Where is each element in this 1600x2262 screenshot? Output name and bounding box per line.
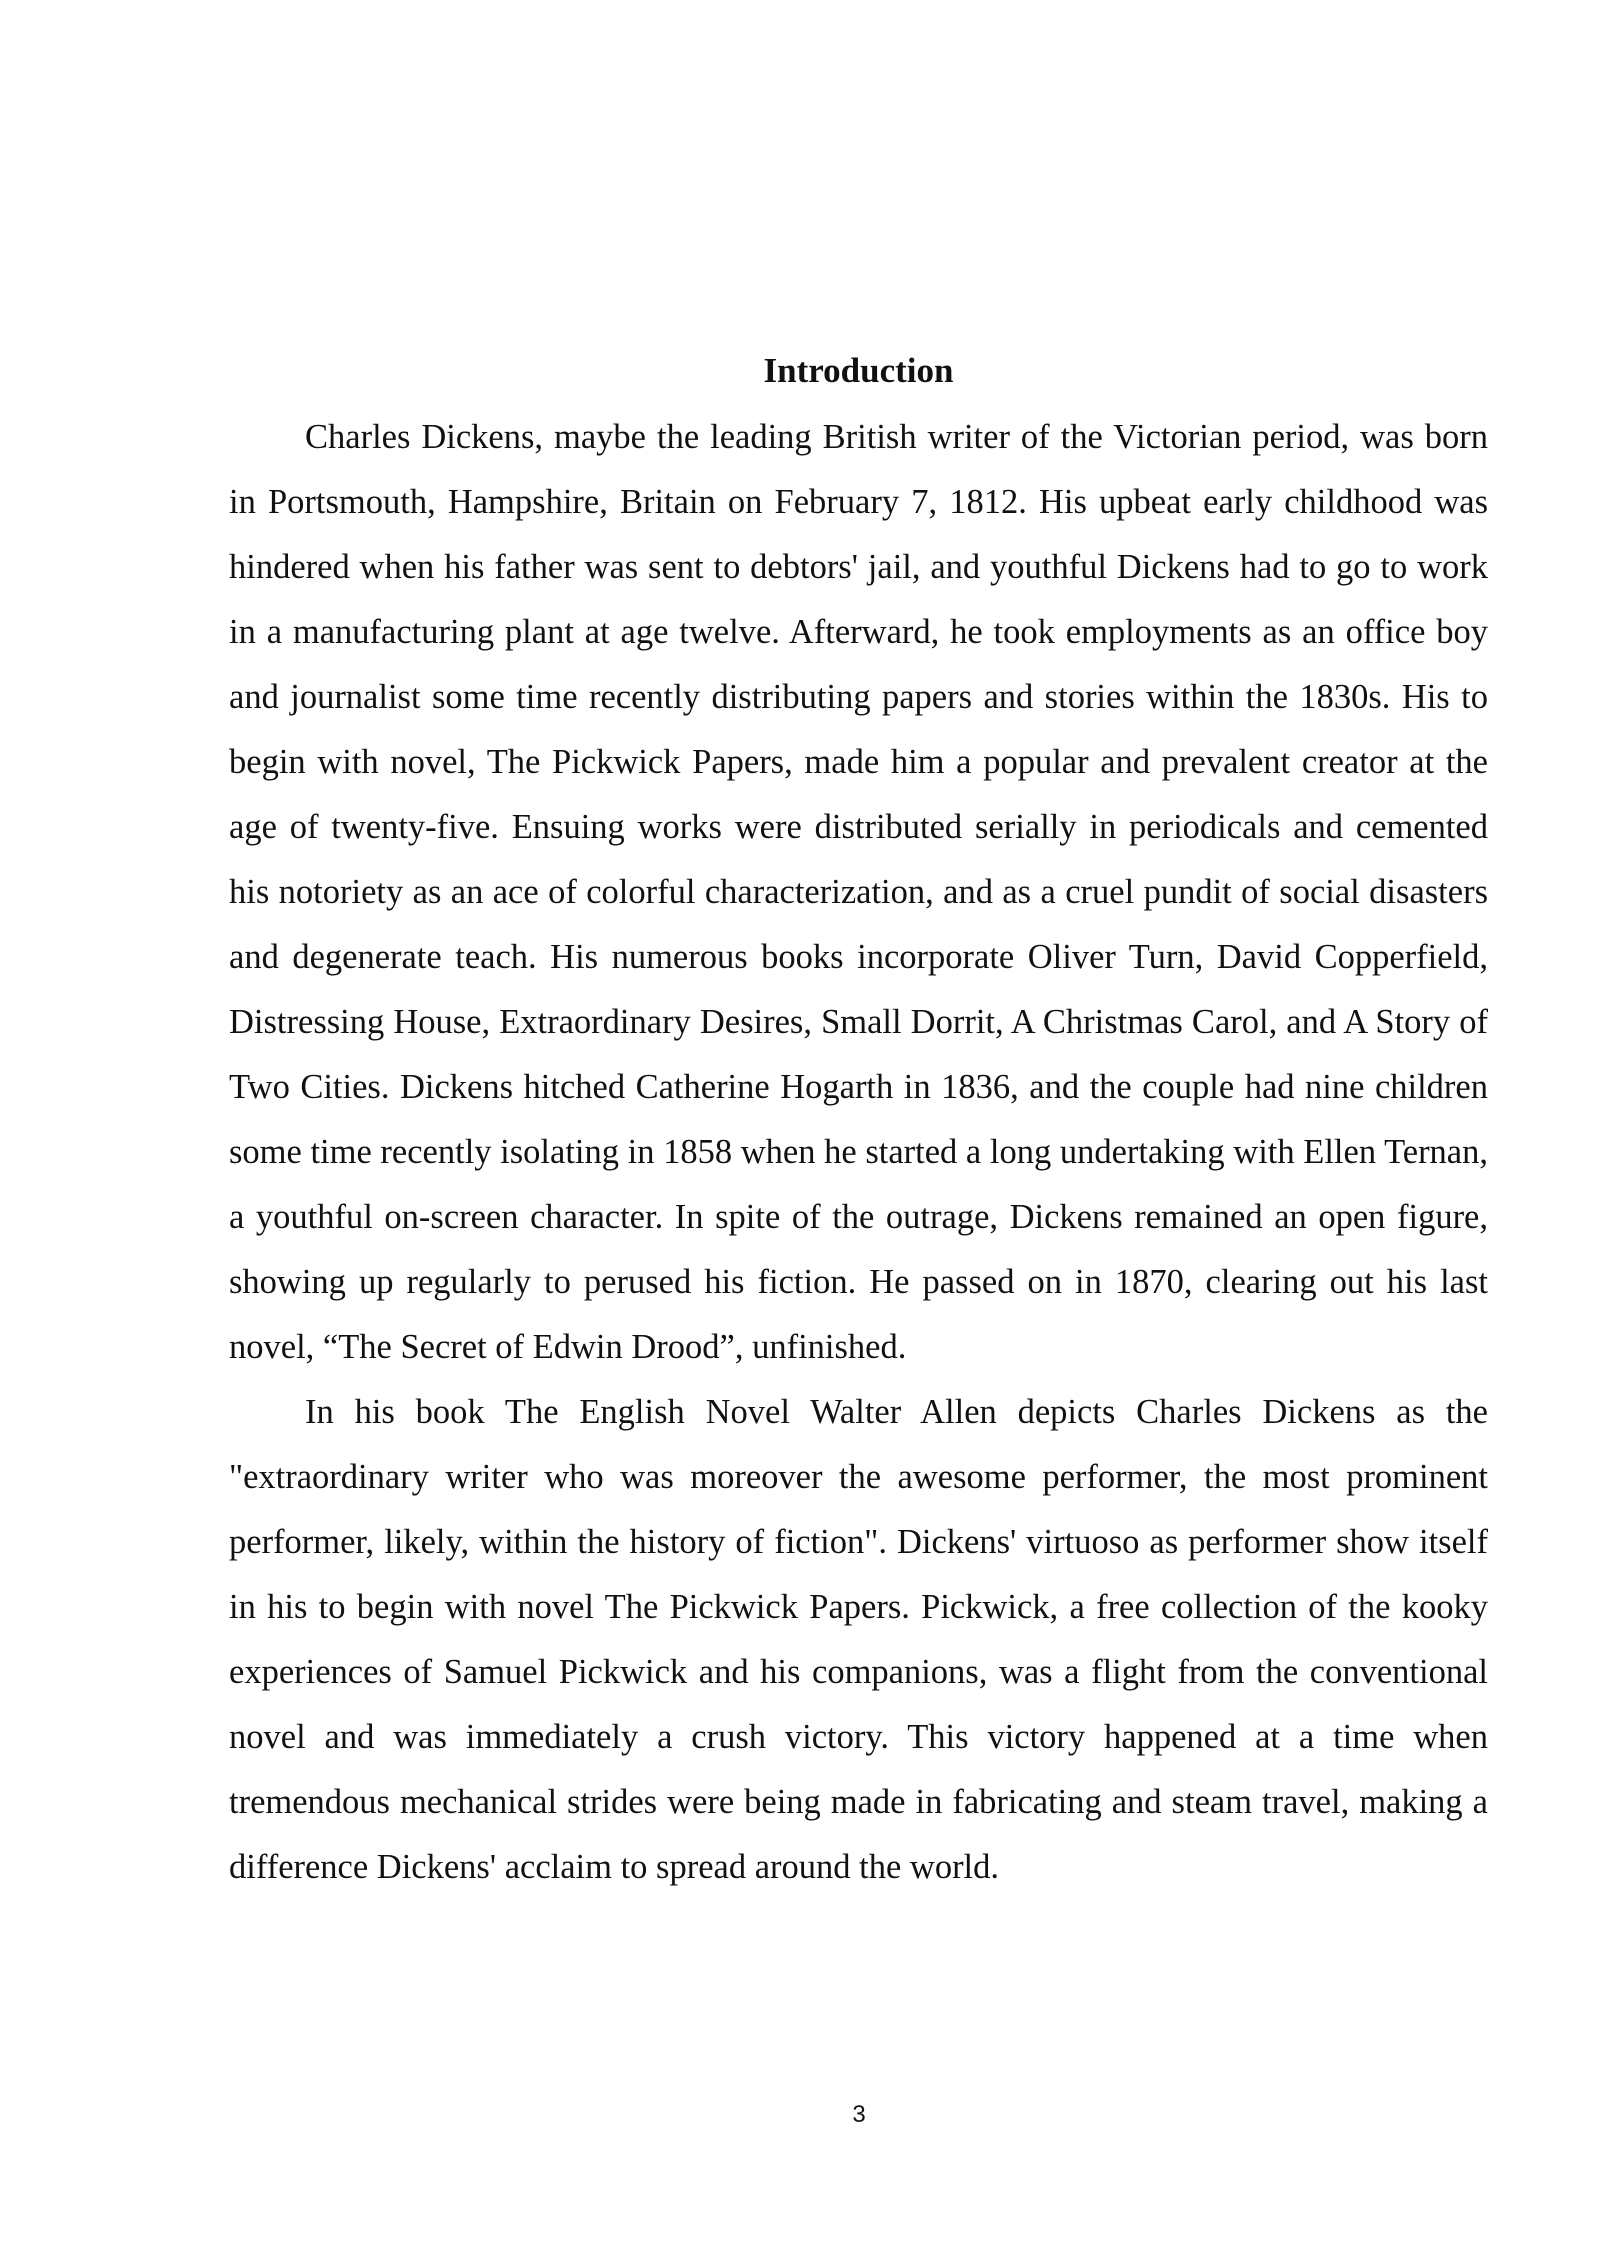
section-heading: Introduction	[763, 351, 954, 390]
body-paragraph-1: Charles Dickens, maybe the leading British writer of the Victorian period, was born in Portsmouth, Hampshire, Britain on February 7, 1812. His upbeat early childhood was hindered when his father was sent to debtors' jail, and youthful Dickens had to go to work in a manufacturing plant at age twelve. Afterward, he took employments as an office boy and journalist some time recently distributing papers and stories within the 1830s. His to begin with novel, The Pickwick Papers, made him a popular and prevalent creator at the age of twenty-five. Ensuing works were distributed serially in periodicals and cemented his notoriety as an ace of colorful characterization, and as a cruel pundit of social disasters and degenerate teach. His numerous books incorporate Oliver Turn, David Copperfield, Distressing House, Extraordinary Desires, Small Dorrit, A Christmas Carol, and A Story of Two Cities. Dickens hitched Catherine Hogarth in 1836, and the couple had nine children some time recently isolating in 1858 when he started a long undertaking with Ellen Ternan, a youthful on-screen character. In spite of the outrage, Dickens remained an open figure, showing up regularly to perused his fiction. He passed on in 1870, clearing out his last novel, “The Secret of Edwin Drood”, unfinished.	[229, 418, 1488, 1366]
page-number: 3	[852, 2101, 866, 2128]
page-content	[229, 345, 1488, 1900]
body-paragraph-2: In his book The English Novel Walter Allen depicts Charles Dickens as the "extraordinary writer who was moreover the awesome performer, the most prominent performer, likely, within the history of fiction". Dickens' virtuoso as performer show itself in his to begin with novel The Pickwick Papers. Pickwick, a free collection of the kooky experiences of Samuel Pickwick and his companions, was a flight from the conventional novel and was immediately a crush victory. This victory happened at a time when tremendous mechanical strides were being made in fabricating and steam travel, making a difference Dickens' acclaim to spread around the world.	[229, 1393, 1488, 1886]
